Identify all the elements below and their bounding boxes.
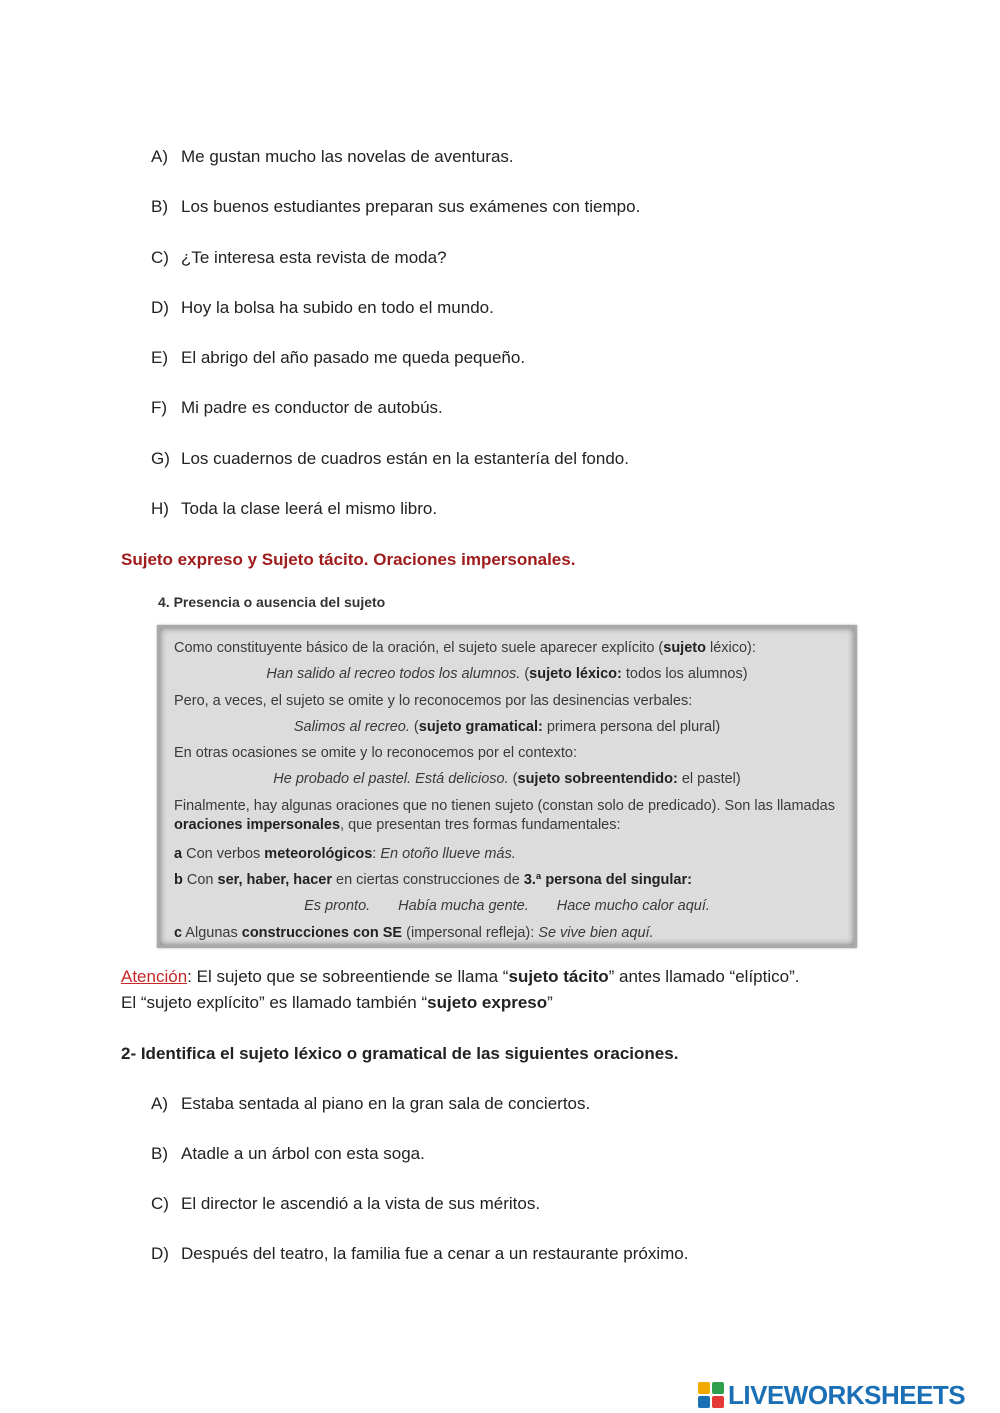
note-line-2: El “sujeto explícito” es llamado también “sujeto expreso” [121, 993, 553, 1012]
list-item: B) Atadle a un árbol con esta soga. [151, 1144, 425, 1163]
box-point-a: a Con verbos meteorológicos: En otoño llueve más. [174, 845, 516, 862]
grammar-info-box [157, 625, 857, 948]
box-heading: 4. Presencia o ausencia del sujeto [158, 594, 386, 610]
list-item: A) Me gustan mucho las novelas de aventuras. [151, 147, 514, 166]
list-item: C) ¿Te interesa esta revista de moda? [151, 247, 447, 267]
box-point-c: c Algunas construcciones con SE (impersonal refleja): Se vive bien aquí. [174, 924, 654, 941]
box-line: En otras ocasiones se omite y lo reconocemos por el contexto: [174, 745, 577, 762]
sentence-list-1 [151, 144, 911, 546]
list-item: H) Toda la clase leerá el mismo libro. [151, 499, 438, 519]
logo-square [698, 1396, 710, 1408]
box-example-line: Han salido al recreo todos los alumnos. (sujeto léxico: todos los alumnos) [266, 666, 748, 683]
logo-square [712, 1382, 724, 1394]
list-item: C) El director le ascendió a la vista de sus méritos. [151, 1194, 541, 1213]
list-item: D) Hoy la bolsa ha subido en todo el mundo. [151, 297, 494, 317]
attention-label: Atención [121, 967, 188, 986]
list-item: G) Los cuadernos de cuadros están en la estantería del fondo. [151, 448, 629, 468]
note-line-1: Atención: El sujeto que se sobreentiende se llama “sujeto tácito” antes llamado “elíptico”. [121, 967, 800, 986]
attention-note [121, 964, 921, 1016]
box-line: Como constituyente básico de la oración, el sujeto suele aparecer explícito (sujeto léxico): [174, 640, 756, 656]
box-point-b: b Con ser, haber, hacer en ciertas construcciones de 3.ª persona del singular: [174, 872, 692, 889]
sentence-list-2 [151, 1091, 911, 1291]
box-example-line: He probado el pastel. Está delicioso. (sujeto sobreentendido: el pastel) [273, 771, 741, 788]
list-item: D) Después del teatro, la familia fue a cenar a un restaurante próximo. [151, 1244, 689, 1263]
logo-square [698, 1382, 710, 1394]
brand-logo-icon [697, 1381, 725, 1409]
box-example-line: Salimos al recreo. (sujeto gramatical: primera persona del plural) [293, 718, 721, 735]
box-examples: Es pronto. Había mucha gente. Hace mucho calor aquí. [304, 898, 710, 915]
box-line: Finalmente, hay algunas oraciones que no tienen sujeto (constan solo de predicado). Son las llamadas [174, 797, 835, 814]
box-line: Pero, a veces, el sujeto se omite y lo reconocemos por las desinencias verbales: [174, 692, 693, 709]
box-line: oraciones impersonales, que presentan tres formas fundamentales: [174, 816, 621, 833]
logo-square [712, 1396, 724, 1408]
liveworksheets-logo [697, 1379, 997, 1411]
section-title: Sujeto expreso y Sujeto tácito. Oraciones impersonales. [121, 550, 576, 569]
list-item: B) Los buenos estudiantes preparan sus exámenes con tiempo. [151, 197, 641, 217]
brand-name: LIVEWORKSHEETS [728, 1379, 966, 1410]
exercise-title: 2- Identifica el sujeto léxico o gramatical de las siguientes oraciones. [121, 1044, 679, 1063]
list-item: F) Mi padre es conductor de autobús. [151, 398, 443, 418]
list-item: A) Estaba sentada al piano en la gran sala de conciertos. [151, 1094, 591, 1113]
list-item: E) El abrigo del año pasado me queda pequeño. [151, 348, 526, 368]
